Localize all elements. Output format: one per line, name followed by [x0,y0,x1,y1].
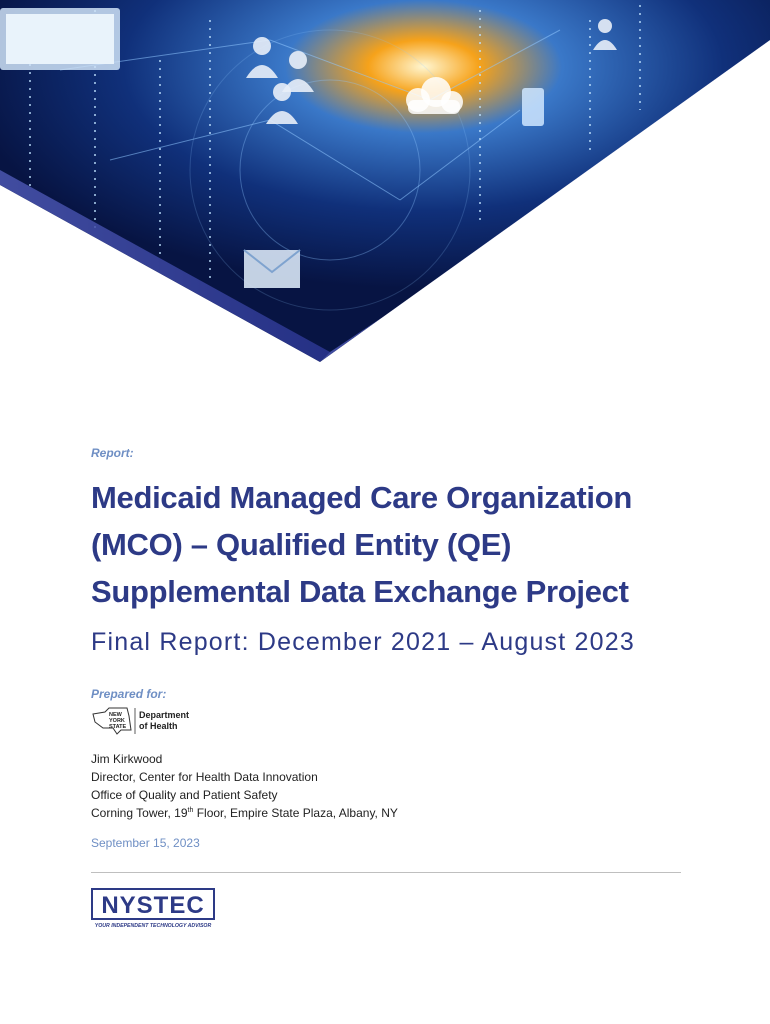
report-title [91,474,731,615]
recipient-address [91,804,398,822]
recipient-title: Director, Center for Health Data Innovation [91,770,318,784]
title-line: (MCO) – Qualified Entity (QE) [91,527,512,562]
prepared-for-label: Prepared for: [91,687,167,701]
svg-text:NEW: NEW [109,712,122,718]
recipient-office: Office of Quality and Patient Safety [91,788,278,802]
address-suffix: Floor, Empire State Plaza, Albany, NY [193,806,398,820]
svg-text:Department: Department [139,710,190,720]
report-subtitle: Final Report: December 2021 – August 2023 [91,628,635,656]
divider [91,872,681,873]
svg-text:of Health: of Health [139,721,178,731]
svg-text:NYSTEC: NYSTEC [101,892,205,919]
nystec-logo [91,888,215,930]
recipient-block [91,750,398,822]
svg-text:YOUR INDEPENDENT TECHNOLOGY AD: YOUR INDEPENDENT TECHNOLOGY ADVISOR [94,923,212,929]
title-line: Medicaid Managed Care Organization [91,480,633,515]
title-line: Supplemental Data Exchange Project [91,574,629,609]
svg-text:STATE: STATE [109,724,127,730]
recipient-name: Jim Kirkwood [91,752,163,766]
svg-text:YORK: YORK [109,718,125,724]
address-superscript: th [187,807,194,814]
cover-hero-image [0,0,770,370]
nys-department-of-health-logo [91,706,191,736]
report-date: September 15, 2023 [91,836,200,850]
address-prefix: Corning Tower, 19 [91,806,188,820]
report-label: Report: [91,446,134,460]
